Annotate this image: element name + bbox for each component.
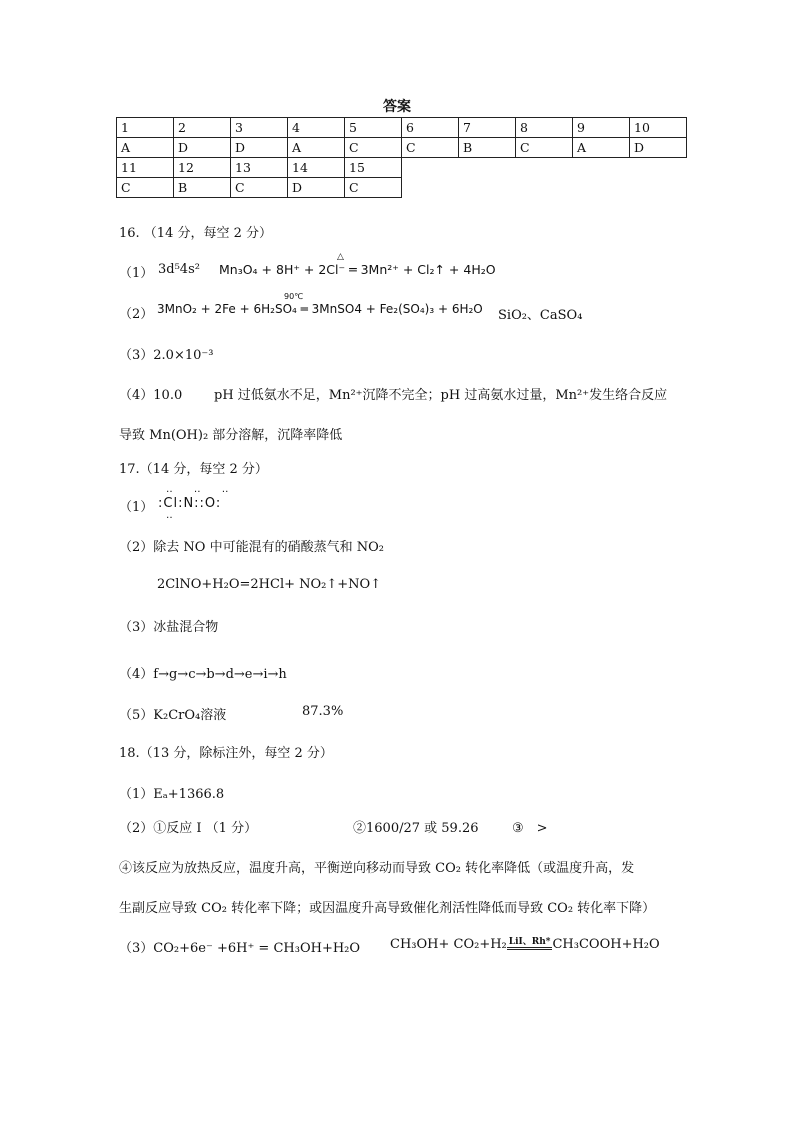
- table-cell: A: [117, 138, 174, 158]
- q17-p5-value: 87.3%: [302, 704, 344, 719]
- table-cell: D: [288, 178, 345, 198]
- q16-p1-config: 3d⁵4s²: [158, 262, 200, 277]
- table-row: [117, 158, 687, 178]
- q18-p3-b-right: CH₃COOH+H₂O: [552, 937, 660, 952]
- page-title: 答案: [383, 99, 411, 115]
- table-cell: 3: [231, 118, 288, 138]
- table-cell: 13: [231, 158, 288, 178]
- q18-p2-b: ②1600/27 或 59.26: [353, 821, 479, 836]
- table-cell: 2: [174, 118, 231, 138]
- table-row: [117, 118, 687, 138]
- table-cell: 14: [288, 158, 345, 178]
- q16-p3: （3）2.0×10⁻³: [119, 348, 214, 363]
- table-cell: D: [630, 138, 687, 158]
- q17-p2-equation: 2ClNO+H₂O=2HCl+ NO₂↑+NO↑: [157, 577, 382, 592]
- q16-p1-condition: △: [337, 252, 344, 262]
- table-row: [117, 178, 687, 198]
- table-cell: C: [345, 178, 402, 198]
- q16-p2-eq-text: 3MnO₂ + 2Fe + 6H₂SO₄ ═ 3MnSO4 + Fe₂(SO₄)₃ + 6H₂O: [157, 302, 483, 316]
- q16-p1-eq-text: Mn₃O₄ + 8H⁺ + 2Cl⁻ ═ 3Mn²⁺ + Cl₂↑ + 4H₂O: [219, 262, 496, 277]
- q18-p3-b: [390, 937, 660, 954]
- table-cell: C: [516, 138, 573, 158]
- q16-p1-equation: [219, 252, 496, 277]
- q18-p2-a: （2）①反应 Ⅰ （1 分）: [119, 821, 258, 836]
- table-cell: 8: [516, 118, 573, 138]
- table-cell: A: [573, 138, 630, 158]
- q16-p4-label: （4）10.0: [119, 388, 183, 403]
- table-cell: B: [174, 178, 231, 198]
- q18-p3-a: （3）CO₂+6e⁻ +6H⁺ = CH₃OH+H₂O: [119, 941, 361, 956]
- q18-p3-b-left: CH₃OH+ CO₂+H₂: [390, 937, 507, 952]
- q16-p1-label: （1）: [119, 266, 154, 281]
- answer-table: [116, 117, 687, 198]
- table-cell: 7: [459, 118, 516, 138]
- table-cell: 4: [288, 118, 345, 138]
- table-row: [117, 138, 687, 158]
- table-cell: A: [288, 138, 345, 158]
- table-cell: 12: [174, 158, 231, 178]
- table-cell: 15: [345, 158, 402, 178]
- electron-dots-top: ‥ ‥ ‥: [166, 484, 238, 495]
- table-cell: D: [231, 138, 288, 158]
- table-cell: 1: [117, 118, 174, 138]
- table-cell: 11: [117, 158, 174, 178]
- q17-p2: （2）除去 NO 中可能混有的硝酸蒸气和 NO₂: [119, 540, 384, 555]
- table-cell: C: [345, 138, 402, 158]
- q16-p4-text: pH 过低氨水不足，Mn²⁺沉降不完全；pH 过高氨水过量，Mn²⁺发生络合反应: [214, 388, 668, 403]
- q16-p2-label: （2）: [119, 307, 154, 322]
- q17-p3: （3）冰盐混合物: [119, 620, 219, 635]
- q18-p2-d: ④该反应为放热反应，温度升高，平衡逆向移动而导致 CO₂ 转化率降低（或温度升高，发: [119, 861, 635, 876]
- table-cell: B: [459, 138, 516, 158]
- q18-p2-e: 生副反应导致 CO₂ 转化率下降；或因温度升高导致催化剂活性降低而导致 CO₂ 转化率下降）: [119, 901, 656, 916]
- lewis-structure: :Cl:N::O:: [158, 496, 222, 511]
- table-cell: 6: [402, 118, 459, 138]
- table-cell: 9: [573, 118, 630, 138]
- q16-p2-equation: [157, 292, 483, 316]
- q18-p2-c: ③ >: [512, 821, 548, 836]
- q17-p5-label: （5）K₂CrO₄溶液: [119, 708, 227, 723]
- q18-p1: （1）Eₐ+1366.8: [119, 787, 225, 802]
- table-cell: 5: [345, 118, 402, 138]
- table-cell: C: [402, 138, 459, 158]
- table-cell: C: [231, 178, 288, 198]
- table-cell: C: [117, 178, 174, 198]
- q16-p4-continued: 导致 Mn(OH)₂ 部分溶解，沉降率降低: [119, 428, 343, 443]
- q16-header: 16. （14 分，每空 2 分）: [119, 226, 273, 241]
- q16-p2-condition: 90℃: [284, 292, 304, 301]
- q17-p1-label: （1）: [119, 500, 154, 515]
- q18-header: 18.（13 分，除标注外，每空 2 分）: [119, 746, 333, 761]
- table-cell: D: [174, 138, 231, 158]
- table-cell: 10: [630, 118, 687, 138]
- q17-p4: （4）f→g→c→b→d→e→i→h: [119, 667, 287, 682]
- q17-header: 17.（14 分，每空 2 分）: [119, 462, 268, 477]
- q16-p2-answer: SiO₂、CaSO₄: [498, 308, 583, 323]
- electron-dots-bottom: ‥: [166, 510, 173, 521]
- catalyst-label: LiI、Rh*: [507, 934, 553, 950]
